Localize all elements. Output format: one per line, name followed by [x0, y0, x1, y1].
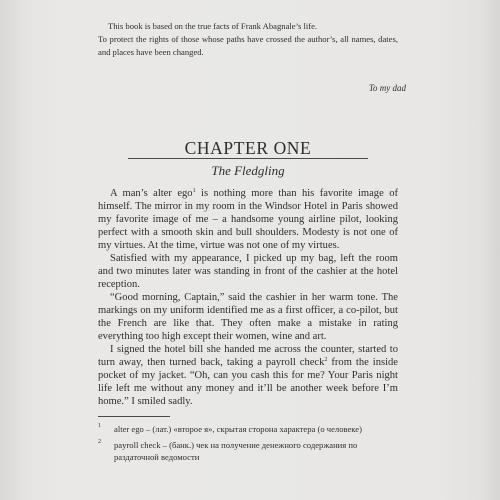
footnotes: [98, 423, 400, 467]
copyright-notice: [98, 20, 398, 59]
chapter-body: [98, 187, 398, 408]
footnote-ref-2: 2: [324, 357, 328, 363]
footnote: [98, 439, 400, 464]
footnote-text: alter ego – (лат.) «второе я», скрытая сторона характера (о человеке): [114, 424, 362, 434]
paragraph-2: Satisfied with my appearance, I picked up my bag, left the room and two minutes later was standing in front of the cashier at the hotel reception.: [98, 253, 398, 290]
notice-line-2: To protect the rights of those whose paths have crossed the author’s, all names, dates, and places have been changed.: [98, 34, 398, 57]
footnote-text: payroll check – (банк.) чек на получение денежного содержания по раздаточной ведомости: [114, 439, 358, 462]
footnote-ref-1: 1: [192, 188, 196, 194]
footnote-number: 2: [98, 438, 101, 445]
paragraph-3: “Good morning, Captain,” said the cashier in her warm tone. The markings on my uniform identified me as a first officer, a co-pilot, but the French are like that. They often make a mistake in rating everything too high except their women, wine and art.: [98, 292, 398, 342]
paragraph-1: [98, 187, 398, 252]
paragraph-1-text-b: is nothing more than his favorite image of himself. The mirror in my room in the Windsor Hotel in Paris showed my favorite image of me – a handsome young airline pilot, looking perfect with a smooth skin and bull shoulders. Modesty is not one of my virtues. At the time, virtue was not one of my virtues.: [98, 188, 399, 251]
footnote-number: 1: [98, 423, 101, 429]
footnote-divider: [98, 416, 170, 417]
paragraph-1-text-a: A man’s alter ego: [110, 188, 193, 199]
chapter-title: CHAPTER ONE: [184, 138, 312, 158]
paragraph-4-text-a: I signed the hotel bill she handed me across the counter, started to turn away, then turned back, taking a payroll check: [98, 344, 398, 368]
chapter-divider: [128, 158, 368, 159]
dedication: To my dad: [368, 83, 406, 93]
page-content: [98, 0, 416, 500]
paragraph-4: [98, 343, 398, 408]
footnote: [98, 423, 400, 436]
chapter-subtitle: The Fledgling: [211, 163, 285, 178]
notice-line-1: This book is based on the true facts of Frank Abagnale’s life.: [108, 21, 318, 31]
paragraph-4-text-b: from the inside pocket of my jacket. “Oh, can you cash this for me? Your Paris night life left me without any money and it’ll be another week before I’m home.” I smiled sadly.: [98, 357, 398, 407]
